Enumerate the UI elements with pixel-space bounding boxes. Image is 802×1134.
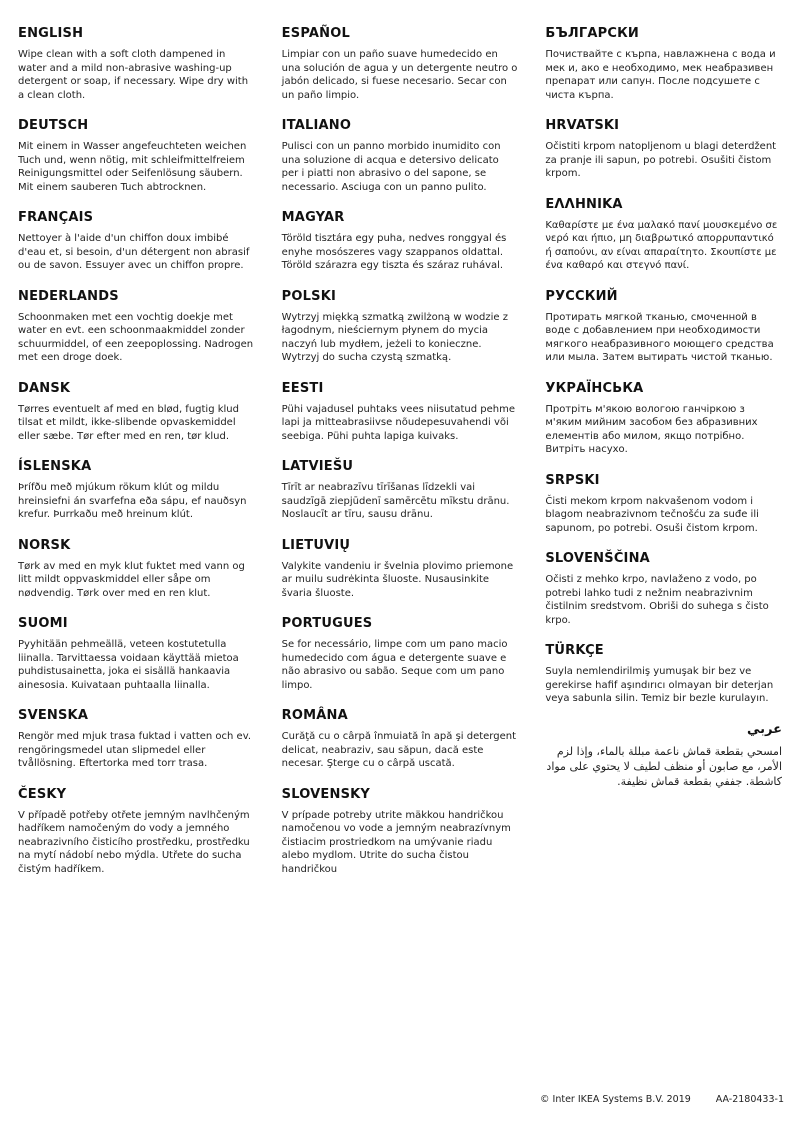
section-latviesu bbox=[282, 459, 519, 522]
section-english bbox=[18, 26, 255, 102]
body-ukrainska: Протріть м'якою вологою ганчіркою з м'яким мийним засобом без абразивних елементів або милом, якщо потрібно. Витріть насухо. bbox=[545, 403, 758, 455]
section-arabic bbox=[545, 722, 782, 789]
copyright-text: © Inter IKEA Systems B.V. 2019 bbox=[540, 1094, 691, 1105]
section-ellinika bbox=[545, 197, 782, 273]
column-1 bbox=[18, 26, 255, 876]
section-nederlands bbox=[18, 289, 255, 365]
heading-arabic: عربي bbox=[747, 721, 783, 737]
section-svenska bbox=[18, 708, 255, 771]
document-number: AA-2180433-1 bbox=[715, 1094, 784, 1105]
body-deutsch: Mit einem in Wasser angefeuchteten weichen Tuch und, wenn nötig, mit schleifmittelfreiem Reinigungsmittel oder Seifenlösung säubern. Mit einem sauberen Tuch abtrocknen. bbox=[18, 141, 247, 193]
body-hrvatski: Očistiti krpom natopljenom u blagi deterdžent za pranje ili sapun, po potrebi. Osušiti čistom krpom. bbox=[545, 141, 777, 179]
heading-svenska: SVENSKA bbox=[18, 708, 89, 723]
section-srpski bbox=[545, 473, 782, 536]
heading-lietuviu: LIETUVIŲ bbox=[281, 537, 351, 553]
section-turkce bbox=[545, 643, 782, 706]
body-romana: Curăţă cu o cârpă înmuiată în apă şi detergent delicat, neabraziv, sau săpun, dacă este necesar. Şterge cu o cârpă uscată. bbox=[281, 731, 517, 769]
section-norsk bbox=[18, 538, 255, 601]
heading-deutsch: DEUTSCH bbox=[18, 118, 89, 133]
section-ukrainska bbox=[545, 381, 782, 457]
heading-francais: FRANÇAIS bbox=[18, 210, 94, 225]
body-dansk: Tørres eventuelt af med en blød, fugtig klud tilsat et mildt, ikke-slibende opvaskemiddel eller sæbe. Tør efter med en ren, tør klud. bbox=[18, 403, 239, 442]
section-francais bbox=[18, 210, 255, 273]
heading-espanol: ESPAÑOL bbox=[281, 26, 350, 41]
heading-portugues: PORTUGUES bbox=[281, 616, 373, 631]
body-magyar: Töröld tisztára egy puha, nedves ronggyal és enyhe mosószeres vagy szappanos oldattal. Töröld szárazra egy tiszta és száraz ruhával. bbox=[281, 233, 507, 271]
column-2 bbox=[282, 26, 519, 876]
heading-italiano: ITALIANO bbox=[281, 118, 352, 133]
section-suomi bbox=[18, 616, 255, 692]
heading-latviesu: LATVIEŠU bbox=[281, 459, 354, 474]
heading-islenska: ÍSLENSKA bbox=[18, 459, 92, 474]
body-cesky: V případě potřeby otřete jemným navlhčeným hadříkem namočeným do vody a jemného neabrazivního čisticího prostředku, prostředku na mytí nádobí nebo mýdla. Utřete do sucha čistým hadříkem. bbox=[18, 809, 250, 875]
body-slovenscina: Očisti z mehko krpo, navlaženo z vodo, po potrebi lahko tudi z nežnim neabrazivnim čistilnim sredstvom. Obriši do suhega s čisto krpo. bbox=[545, 574, 769, 626]
body-turkce: Suyla nemlendirilmiş yumuşak bir bez ve gerekirse hafif aşındırıcı olmayan bir deterjan veya sabunla silin. Temiz bir bezle kurulayın. bbox=[545, 666, 774, 704]
page-footer bbox=[0, 1094, 802, 1108]
body-latviesu: Tīrīt ar neabrazīvu tīrīšanas līdzekli vai saudzīgā ziepjūdenī samērcētu mīkstu drānu. Noslaucīt ar tīru, sausu drānu. bbox=[281, 482, 510, 520]
heading-hrvatski: HRVATSKI bbox=[545, 118, 620, 133]
section-lietuviu bbox=[282, 538, 519, 601]
body-norsk: Tørk av med en myk klut fuktet med vann og litt mildt oppvaskmiddel eller såpe om nødvendig. Tørk over med en ren klut. bbox=[18, 560, 245, 599]
heading-dansk: DANSK bbox=[18, 380, 71, 396]
body-ellinika: Καθαρίστε με ένα μαλακό πανί μουσκεμένο σε νερό και ήπιο, μη διαβρωτικό απορρυπαντικό ή σαπούνι, αν είναι απαραίτητο. Σκουπίστε με ένα καθαρό και στεγνό πανί. bbox=[545, 219, 778, 271]
body-russkiy: Протирать мягкой тканью, смоченной в воде с добавлением при необходимости мягкого неабразивного моющего средства или мыла. Затем вытирать чистой тканью. bbox=[545, 311, 774, 363]
heading-norsk: NORSK bbox=[18, 537, 71, 553]
section-eesti bbox=[282, 381, 519, 444]
body-lietuviu: Valykite vandeniu ir švelnia plovimo priemone ar muilu sudrėkinta šluoste. Nusausinkite švaria šluoste. bbox=[281, 560, 514, 599]
body-islenska: Þrífðu með mjúkum rökum klút og mildu hreinsiefni án svarfefna eða sápu, ef nauðsyn krefur. Þurrkaðu með hreinum klút. bbox=[18, 482, 247, 520]
heading-bulgarski: БЪЛГАРСКИ bbox=[545, 26, 639, 41]
body-nederlands: Schoonmaken met een vochtig doekje met water en evt. een schoonmaakmiddel zonder schuurmiddel, of een zeepoplossing. Nadrogen met een droge doek. bbox=[18, 311, 254, 363]
body-portugues: Se for necessário, limpe com um pano macio humedecido com água e detergente suave e não abrasivo ou sabão. Seque com um pano limpo. bbox=[281, 639, 508, 691]
body-english: Wipe clean with a soft cloth dampened in water and a mild non-abrasive washing-up detergent or soap, if necessary. Wipe dry with a clean cloth. bbox=[18, 49, 249, 101]
heading-magyar: MAGYAR bbox=[281, 210, 345, 225]
section-cesky bbox=[18, 787, 255, 877]
heading-slovenscina: SLOVENŠČINA bbox=[545, 551, 650, 566]
body-arabic: امسحي بقطعة قماش ناعمة مبللة بالماء، وإذا لزم الأمر، مع صابون أو منظف لطيف لا يحتوي على مواد كاشطة. جففي بقطعة قماش نظيفة. bbox=[546, 744, 783, 788]
section-deutsch bbox=[18, 118, 255, 194]
heading-eesti: EESTI bbox=[281, 380, 324, 396]
heading-ukrainska: УКРАЇНСЬКА bbox=[545, 380, 644, 396]
language-columns bbox=[18, 26, 782, 876]
heading-slovensky: SLOVENSKY bbox=[281, 786, 371, 802]
body-suomi: Pyyhitään pehmeällä, veteen kostutetulla liinalla. Tarvittaessa voidaan käyttää mietoa puhdistusainetta, joka ei sisällä hankaavia ainesosia. Kuivataan puhtaalla liinalla. bbox=[18, 639, 239, 691]
body-bulgarski: Почиствайте с кърпа, навлажнена с вода и мек и, ако е необходимо, мек неабразивен препарат или сапун. После подсушете с чиста кърпа. bbox=[545, 49, 776, 101]
section-polski bbox=[282, 289, 519, 365]
heading-cesky: ČESKY bbox=[18, 786, 67, 802]
body-svenska: Rengör med mjuk trasa fuktad i vatten och ev. rengöringsmedel utan slipmedel eller tvållösning. Eftertorka med torr trasa. bbox=[18, 731, 252, 769]
section-slovensky bbox=[282, 787, 519, 877]
column-3 bbox=[545, 26, 782, 789]
section-magyar bbox=[282, 210, 519, 273]
heading-polski: POLSKI bbox=[281, 288, 337, 304]
heading-nederlands: NEDERLANDS bbox=[18, 288, 119, 304]
section-hrvatski bbox=[545, 118, 782, 181]
body-francais: Nettoyer à l'aide d'un chiffon doux imbibé d'eau et, si besoin, d'un détergent non abrasif ou de savon. Essuyer avec un chiffon propre. bbox=[18, 233, 250, 271]
section-islenska bbox=[18, 459, 255, 522]
section-italiano bbox=[282, 118, 519, 194]
section-bulgarski bbox=[545, 26, 782, 102]
body-polski: Wytrzyj miękką szmatką zwilżoną w wodzie z łagodnym, nieściernym płynem do mycia naczyń lub mydłem, jeżeli to konieczne. Wytrzyj do sucha czystą szmatką. bbox=[281, 311, 508, 363]
body-italiano: Pulisci con un panno morbido inumidito con una soluzione di acqua e detersivo delicato per i piatti non abrasivo o del sapone, se necessario. Asciuga con un panno pulito. bbox=[281, 141, 501, 193]
heading-turkce: TÜRKÇE bbox=[545, 643, 604, 658]
heading-russkiy: РУССКИЙ bbox=[545, 288, 618, 304]
body-slovensky: V prípade potreby utrite mäkkou handričkou namočenou vo vode a jemným neabrazívnym čistiacim prostriedkom na umývanie riadu alebo mydlom. Utrite do sucha čistou handričkou bbox=[281, 809, 511, 875]
body-espanol: Limpiar con un paño suave humedecido en una solución de agua y un detergente neutro o jabón delicado, si fuese necesario. Secar con un paño limpio. bbox=[281, 49, 518, 101]
heading-srpski: SRPSKI bbox=[545, 472, 600, 488]
heading-suomi: SUOMI bbox=[18, 616, 68, 631]
body-eesti: Pühi vajadusel puhtaks vees niisutatud pehme lapi ja mitteabrasiivse nõudepesuvahendi või seebiga. Pühi puhta lapiga kuivaks. bbox=[281, 403, 515, 442]
section-russkiy bbox=[545, 289, 782, 365]
section-romana bbox=[282, 708, 519, 771]
body-srpski: Čisti mekom krpom nakvašenom vodom i blagom neabrazivnom tečnošću za suđe ili sapunom, po potrebi. Osuši čistom krpom. bbox=[545, 495, 759, 534]
heading-romana: ROMÂNA bbox=[281, 708, 348, 723]
section-dansk bbox=[18, 381, 255, 444]
section-espanol bbox=[282, 26, 519, 102]
heading-ellinika: ΕΛΛΗΝΙΚΑ bbox=[545, 196, 623, 212]
section-slovenscina bbox=[545, 551, 782, 627]
section-portugues bbox=[282, 616, 519, 692]
heading-english: ENGLISH bbox=[18, 26, 84, 41]
